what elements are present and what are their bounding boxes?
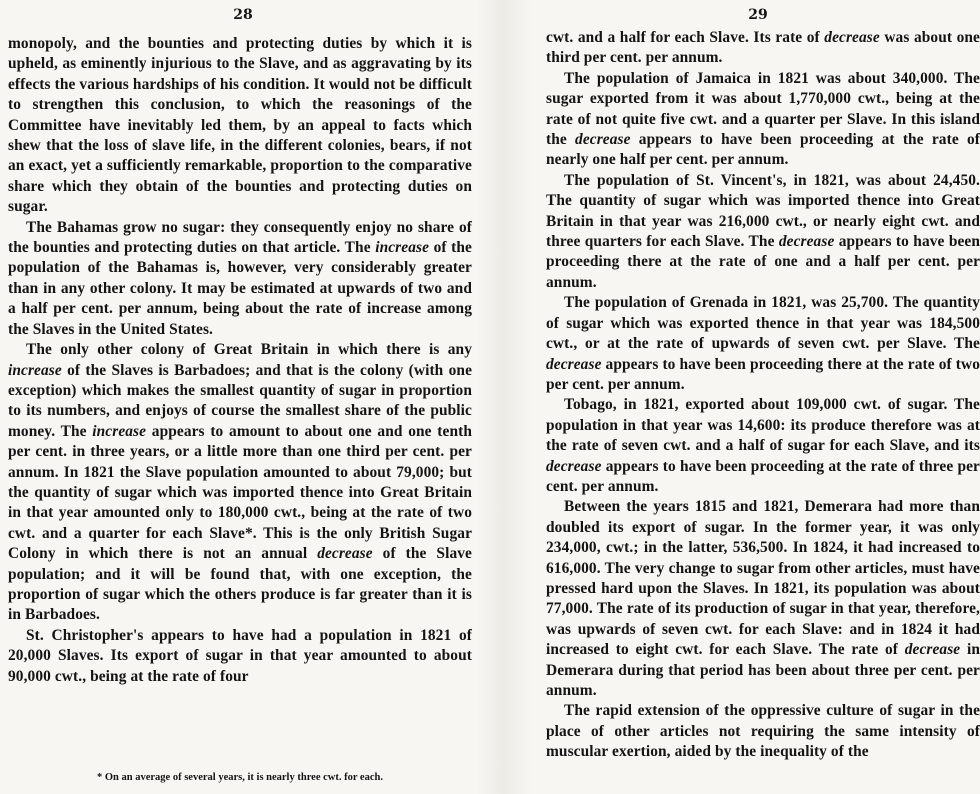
paragraph: The only other colony of Great Britain in which there is any increase of the Slaves is Barbadoes; and that is the colony (with one exception) which makes the smallest quantity of sugar in proportion to its numbers, and enjoys of course the smallest share of the public money. The increase appears to amount to about one and one tenth per cent. in three years, or a little more than one third per cent. per annum. In 1821 the Slave population amounted to about 79,000; but the quantity of sugar which was imported thence into Great Britain in that year amounted only to 180,000 cwt., being at the rate of two cwt. and a quarter for each Slave*. This is the only British Sugar Colony in which there is not an annual decrease of the Slave population; and it will be found that, with one exception, the proportion of sugar which the others produce is far greater than it is in Barbadoes.	[8, 341, 472, 624]
paragraph: St. Christopher's appears to have had a population in 1821 of 20,000 Slaves. Its export of sugar in that year amounted to about 90,000 cwt., being at the rate of four	[8, 626, 472, 685]
paragraph: monopoly, and the bounties and protecting duties by which it is upheld, as eminently injurious to the Slave, and as aggravating by its effects the various hardships of his condition. It would not be difficult to strengthen this conclusion, to which the reasonings of the Committee have inevitably led them, by an appeal to facts which shew that the loss of slave life, in the different colonies, bears, if not an exact, yet a sufficiently remarkable, proportion to the comparative share which they obtain of the bounties and protecting duties on sugar.	[8, 35, 472, 216]
paragraph: Tobago, in 1821, exported about 109,000 cwt. of sugar. The population in that year was 14,600: its produce therefore was at the rate of seven cwt. and a half of sugar for each Slave, and its decrease appears to have been proceeding at the rate of three per cent. per annum.	[546, 396, 980, 495]
left-page-text	[0, 26, 476, 687]
right-page-text	[532, 26, 980, 763]
paragraph: The rapid extension of the oppressive culture of sugar in the place of other articles not requiring the same intensity of muscular exertion, aided by the inequality of the	[546, 702, 980, 761]
paragraph: The population of Grenada in 1821, was 25,700. The quantity of sugar which was exported thence in that year was 184,500 cwt., or at the rate of upwards of seven cwt. per Slave. The decrease appears to have been proceeding there at the rate of two per cent. per annum.	[546, 294, 980, 393]
page-number-right: 29	[748, 7, 768, 23]
paragraph: The population of Jamaica in 1821 was about 340,000. The sugar exported from it was about 1,770,000 cwt., being at the rate of not quite five cwt. and a quarter per Slave. In this island the decrease appears to have been proceeding at the rate of nearly one half per cent. per annum.	[546, 69, 980, 169]
paragraph: cwt. and a half for each Slave. Its rate of decrease was about one third per cent. per annum.	[546, 29, 980, 67]
paragraph: The population of St. Vincent's, in 1821, was about 24,450. The quantity of sugar which was imported thence into Great Britain in that year was 216,000 cwt., or nearly eight cwt. and three quarters for each Slave. The decrease appears to have been proceeding there at the rate of one and a half per cent. per annum.	[546, 171, 980, 291]
paragraph: Between the years 1815 and 1821, Demerara had more than doubled its export of sugar. In the former year, it was only 234,000, cwt.; in the latter, 536,500. In 1824, it had increased to 616,000. The very change to sugar from other articles, must have pressed hard upon the Slaves. In 1821, its population was about 77,000. The rate of its production of sugar in that year, therefore, was upwards of seven cwt. for each Slave: and in 1824 it had increased to eight cwt. for each Slave. The rate of decrease in Demerara during that period has been about three per cent. per annum.	[546, 498, 980, 699]
book-gutter	[476, 0, 532, 794]
right-page	[532, 0, 980, 794]
footnote: * On an average of several years, it is nearly three cwt. for each.	[97, 772, 383, 783]
paragraph: The Bahamas grow no sugar: they consequently enjoy no share of the bounties and protecting duties on that article. The increase of the population of the Bahamas is, however, very considerably greater than in any other colony. It may be estimated at upwards of two and a half per cent. per annum, being about the rate of increase among the Slaves in the United States.	[8, 218, 472, 338]
page-number-left: 28	[233, 7, 253, 23]
left-page	[0, 0, 476, 794]
